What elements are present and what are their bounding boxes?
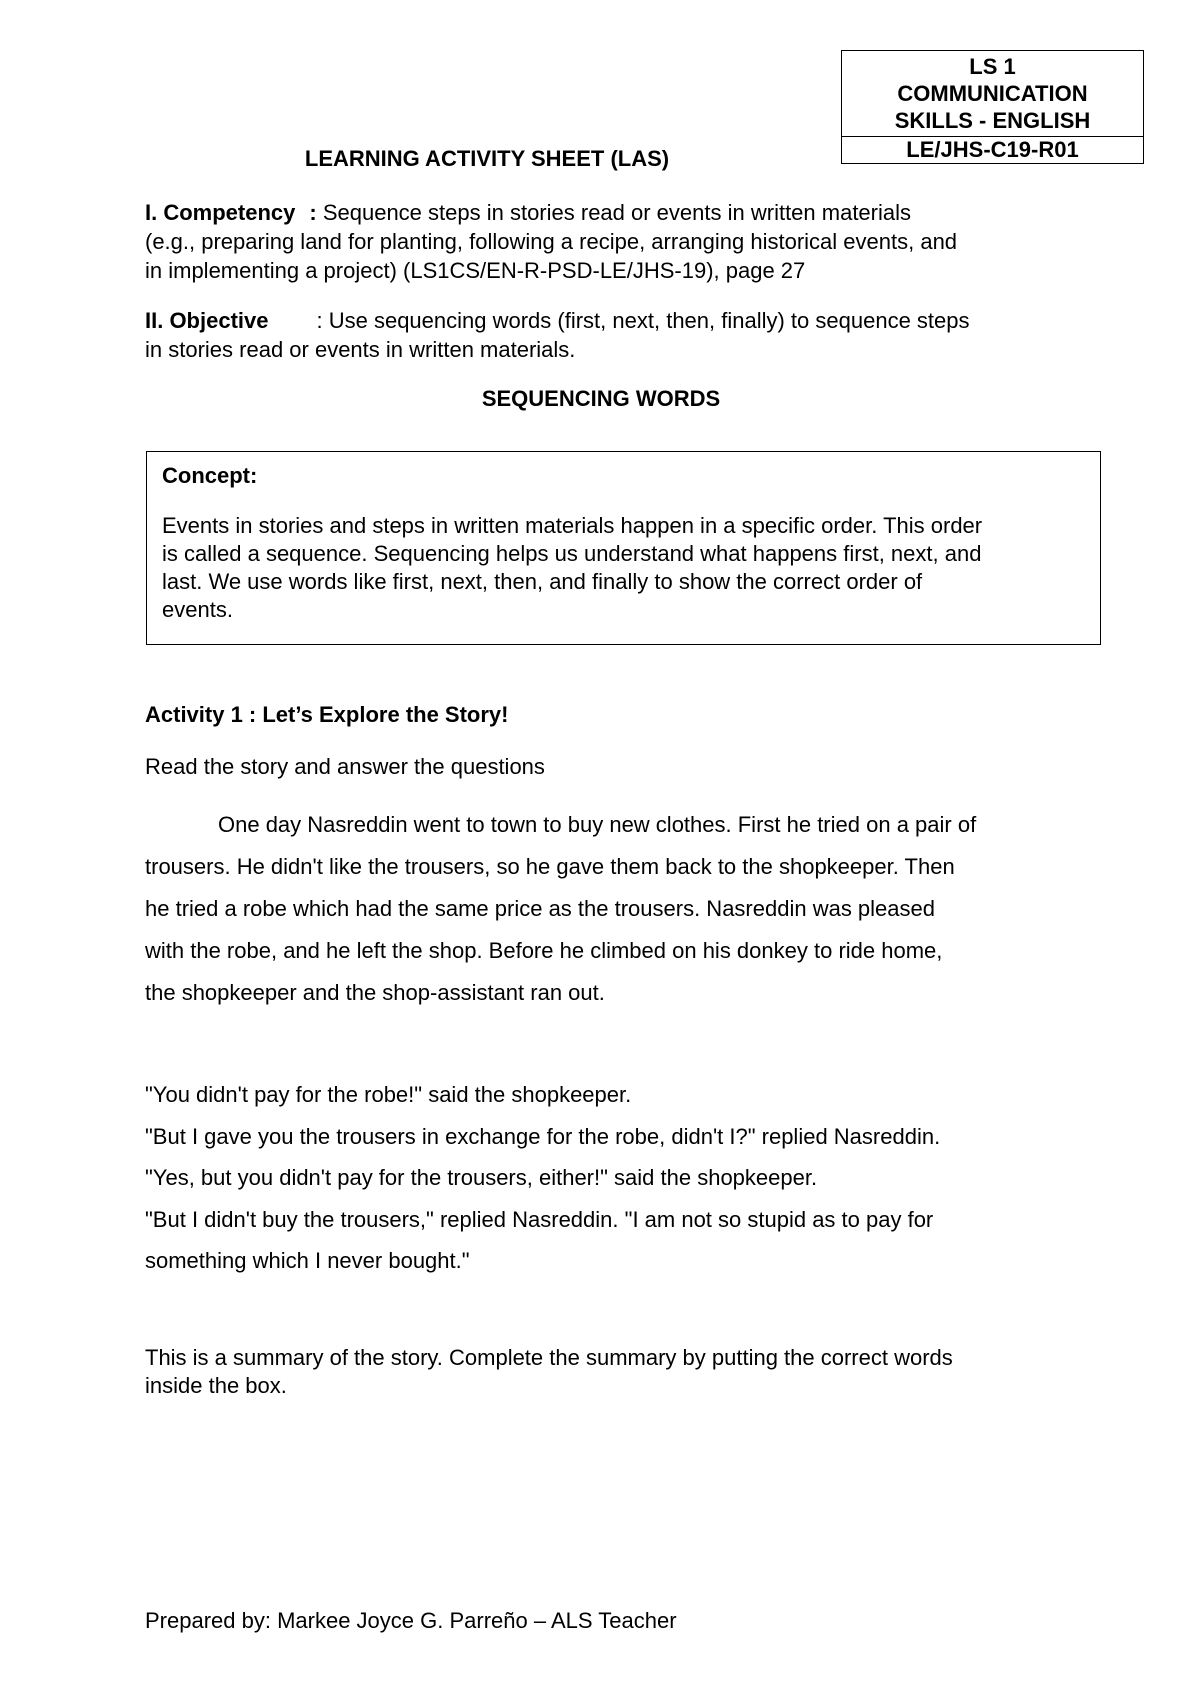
dialogue-line: "But I gave you the trousers in exchange for the robe, didn't I?" replied Nasreddin. bbox=[145, 1123, 941, 1149]
competency-text: in implementing a project) (LS1CS/EN-R-PSD-LE/JHS-19), page 27 bbox=[145, 258, 806, 283]
summary-instruction bbox=[145, 1344, 1065, 1400]
subject-line: COMMUNICATION bbox=[897, 81, 1088, 106]
concept-line: events. bbox=[162, 597, 233, 622]
summary-line: inside the box. bbox=[145, 1373, 287, 1398]
objective-text: : Use sequencing words (first, next, then, finally) to sequence steps bbox=[316, 308, 970, 333]
learning-code: LE/JHS-C19-R01 bbox=[906, 137, 1079, 162]
concept-line: Events in stories and steps in written materials happen in a specific order. This order bbox=[162, 513, 983, 538]
subject-line: LS 1 bbox=[969, 54, 1016, 79]
subject-box-top bbox=[842, 51, 1143, 137]
prepared-by-footer: Prepared by: Markee Joyce G. Parreño – ALS Teacher bbox=[145, 1608, 677, 1633]
story-line: he tried a robe which had the same price as the trousers. Nasreddin was pleased bbox=[145, 896, 935, 921]
objective-text: in stories read or events in written materials. bbox=[145, 337, 576, 362]
story-line: trousers. He didn't like the trousers, so he gave them back to the shopkeeper. Then bbox=[145, 854, 955, 879]
dialogue-line: "You didn't pay for the robe!" said the shopkeeper. bbox=[145, 1082, 632, 1107]
section-heading: SEQUENCING WORDS bbox=[481, 386, 721, 411]
dialogue-line: "Yes, but you didn't pay for the trousers, either!" said the shopkeeper. bbox=[145, 1165, 818, 1190]
activity-title: Activity 1 : Let’s Explore the Story! bbox=[145, 702, 509, 727]
subject-code-box bbox=[841, 50, 1144, 164]
summary-line: This is a summary of the story. Complete the summary by putting the correct words bbox=[145, 1345, 953, 1370]
story-line: the shopkeeper and the shop-assistant ran out. bbox=[145, 980, 605, 1005]
concept-title: Concept: bbox=[162, 463, 258, 488]
dialogue-line: something which I never bought." bbox=[145, 1248, 470, 1273]
concept-box bbox=[146, 451, 1101, 645]
objective-label: II. Objective bbox=[145, 308, 269, 333]
dialogue-line: "But I didn't buy the trousers," replied Nasreddin. "I am not so stupid as to pay for bbox=[145, 1206, 934, 1232]
competency-text: (e.g., preparing land for planting, following a recipe, arranging historical events, and bbox=[145, 229, 958, 254]
subject-line: SKILLS - ENGLISH bbox=[894, 108, 1091, 133]
competency-label: I. Competency bbox=[145, 200, 296, 225]
concept-text bbox=[162, 512, 1086, 624]
story-line: One day Nasreddin went to town to buy new clothes. First he tried on a pair of bbox=[218, 812, 977, 837]
competency-section bbox=[145, 198, 1075, 285]
story-line: with the robe, and he left the shop. Before he climbed on his donkey to ride home, bbox=[145, 938, 943, 963]
competency-separator: : bbox=[309, 200, 317, 225]
story-paragraph bbox=[145, 804, 1065, 1014]
concept-line: is called a sequence. Sequencing helps us understand what happens first, next, and bbox=[162, 541, 982, 566]
concept-line: last. We use words like first, next, then, and finally to show the correct order of bbox=[162, 569, 923, 594]
story-dialogue bbox=[145, 1074, 1065, 1282]
page-title: LEARNING ACTIVITY SHEET (LAS) bbox=[304, 146, 670, 171]
objective-section bbox=[145, 306, 1075, 364]
competency-text: Sequence steps in stories read or events in written materials bbox=[322, 200, 912, 225]
activity-instruction: Read the story and answer the questions bbox=[145, 754, 545, 779]
